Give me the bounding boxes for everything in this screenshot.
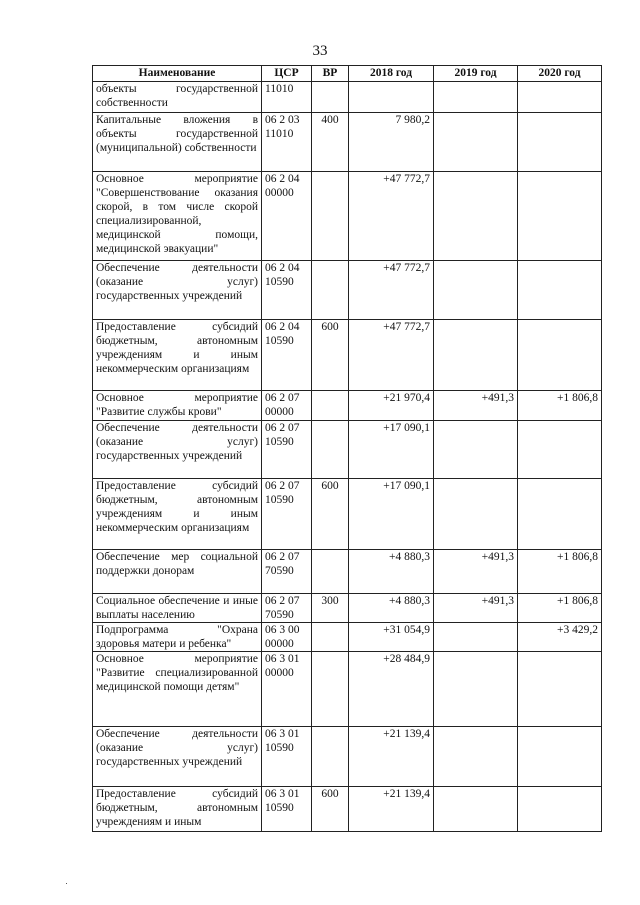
row-vr: 600	[312, 320, 349, 391]
row-2020	[518, 652, 602, 727]
row-vr: 600	[312, 787, 349, 832]
row-name: Обеспечение деятельности (оказание услуг) государственных учреждений	[93, 261, 262, 320]
row-2020	[518, 261, 602, 320]
row-2019: +491,3	[434, 391, 518, 421]
row-csr: 06 2 07 10590	[262, 421, 312, 479]
row-2020	[518, 787, 602, 832]
header-vr: ВР	[312, 66, 349, 82]
scan-speck	[66, 883, 67, 884]
table-row	[93, 652, 602, 727]
row-2019	[434, 727, 518, 787]
row-csr: 06 2 07 00000	[262, 391, 312, 421]
page-number: 33	[312, 43, 328, 59]
row-2020	[518, 82, 602, 113]
header-2019: 2019 год	[434, 66, 518, 82]
row-vr	[312, 261, 349, 320]
row-csr: 06 3 00 00000	[262, 623, 312, 652]
row-vr	[312, 550, 349, 594]
row-2020	[518, 479, 602, 550]
row-2019	[434, 787, 518, 832]
row-name: Обеспечение деятельности (оказание услуг) государственных учреждений	[93, 421, 262, 479]
row-2019	[434, 479, 518, 550]
row-2018: +47 772,7	[349, 261, 434, 320]
row-2019	[434, 421, 518, 479]
table-row	[93, 550, 602, 594]
row-vr: 600	[312, 479, 349, 550]
row-name: Основное мероприятие "Совершенствование оказания скорой, в том числе скорой специализированной, медицинской помощи, медицинской эвакуации"	[93, 172, 262, 261]
row-2018: +47 772,7	[349, 320, 434, 391]
row-2018: +21 139,4	[349, 727, 434, 787]
row-csr: 06 2 04 10590	[262, 261, 312, 320]
row-csr: 06 2 04 00000	[262, 172, 312, 261]
row-vr	[312, 172, 349, 261]
row-name: Капитальные вложения в объекты государственной (муниципальной) собственности	[93, 113, 262, 172]
row-2020: +1 806,8	[518, 391, 602, 421]
row-csr: 06 3 01 10590	[262, 727, 312, 787]
row-2020	[518, 172, 602, 261]
row-2018: +4 880,3	[349, 550, 434, 594]
row-name: объекты государственной собственности	[93, 82, 262, 113]
row-2020	[518, 727, 602, 787]
row-vr	[312, 421, 349, 479]
row-2020	[518, 320, 602, 391]
table-row	[93, 594, 602, 623]
row-2018: +21 970,4	[349, 391, 434, 421]
table-row	[93, 391, 602, 421]
row-vr: 300	[312, 594, 349, 623]
row-vr	[312, 82, 349, 113]
row-vr	[312, 623, 349, 652]
table-header-row	[93, 66, 602, 82]
row-2020	[518, 421, 602, 479]
row-2019	[434, 623, 518, 652]
table-row	[93, 113, 602, 172]
row-csr: 11010	[262, 82, 312, 113]
row-vr	[312, 391, 349, 421]
row-2020: +1 806,8	[518, 550, 602, 594]
row-csr: 06 2 07 70590	[262, 550, 312, 594]
row-csr: 06 2 07 10590	[262, 479, 312, 550]
row-2019: +491,3	[434, 550, 518, 594]
row-2019	[434, 320, 518, 391]
row-2020: +1 806,8	[518, 594, 602, 623]
header-2020: 2020 год	[518, 66, 602, 82]
row-2020: +3 429,2	[518, 623, 602, 652]
header-name: Наименование	[93, 66, 262, 82]
row-csr: 06 2 07 70590	[262, 594, 312, 623]
row-name: Основное мероприятие "Развитие службы крови"	[93, 391, 262, 421]
table-row	[93, 727, 602, 787]
row-2019	[434, 652, 518, 727]
row-2019	[434, 113, 518, 172]
row-vr: 400	[312, 113, 349, 172]
table-row	[93, 421, 602, 479]
row-name: Предоставление субсидий бюджетным, автономным учреждениям и иным	[93, 787, 262, 832]
row-name: Обеспечение деятельности (оказание услуг) государственных учреждений	[93, 727, 262, 787]
row-2019	[434, 172, 518, 261]
row-2018: +28 484,9	[349, 652, 434, 727]
row-name: Социальное обеспечение и иные выплаты населению	[93, 594, 262, 623]
row-2018: +17 090,1	[349, 421, 434, 479]
budget-table	[92, 65, 602, 832]
row-2018: 7 980,2	[349, 113, 434, 172]
row-name: Предоставление субсидий бюджетным, автономным учреждениям и иным некоммерческим организациям	[93, 320, 262, 391]
table-row	[93, 172, 602, 261]
row-csr: 06 2 04 10590	[262, 320, 312, 391]
table-row	[93, 261, 602, 320]
row-name: Подпрограмма "Охрана здоровья матери и ребенка"	[93, 623, 262, 652]
row-2019	[434, 261, 518, 320]
row-vr	[312, 652, 349, 727]
row-name: Основное мероприятие "Развитие специализированной медицинской помощи детям"	[93, 652, 262, 727]
row-vr	[312, 727, 349, 787]
row-csr: 06 3 01 10590	[262, 787, 312, 832]
row-2018: +21 139,4	[349, 787, 434, 832]
row-2018: +47 772,7	[349, 172, 434, 261]
table-row	[93, 82, 602, 113]
row-name: Обеспечение мер социальной поддержки донорам	[93, 550, 262, 594]
row-csr: 06 3 01 00000	[262, 652, 312, 727]
row-name: Предоставление субсидий бюджетным, автономным учреждениям и иным некоммерческим организациям	[93, 479, 262, 550]
table-row	[93, 479, 602, 550]
table-row	[93, 320, 602, 391]
table-row	[93, 623, 602, 652]
row-2018: +31 054,9	[349, 623, 434, 652]
row-2018: +17 090,1	[349, 479, 434, 550]
header-csr: ЦСР	[262, 66, 312, 82]
row-2018	[349, 82, 434, 113]
row-2019: +491,3	[434, 594, 518, 623]
row-csr: 06 2 03 11010	[262, 113, 312, 172]
table-row	[93, 787, 602, 832]
header-2018: 2018 год	[349, 66, 434, 82]
row-2020	[518, 113, 602, 172]
row-2019	[434, 82, 518, 113]
row-2018: +4 880,3	[349, 594, 434, 623]
